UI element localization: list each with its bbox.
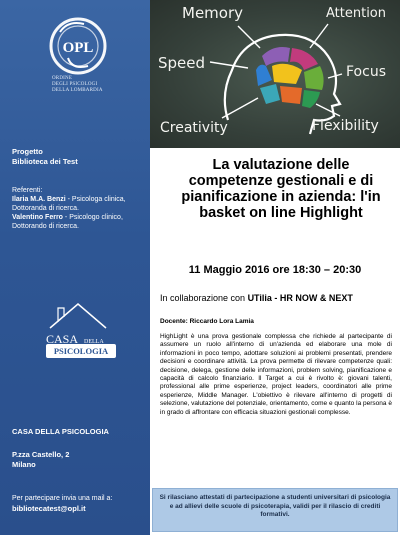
referente-1: Ilaria M.A. Benzi - Psicologa clinica, [12,196,126,203]
speaker: Docente: Riccardo Lora Lamia [160,318,254,325]
chalk-word-memory: Memory [182,4,244,22]
svg-text:OPL: OPL [62,40,94,56]
credits-notice: Si rilasciano attestati di partecipazione a studenti universitari di psicologia e ad allievi delle scuole di psicoterapia, validi per il rilascio di crediti formativi. [152,488,398,532]
contact-email-link[interactable]: bibliotecatest@opl.it [12,504,86,513]
venue-address: P.zza Castello, 2 Milano [12,450,70,469]
chalk-word-creativity: Creativity [160,120,228,136]
opl-logo-text: ORDINE DEGLI PSICOLOGI DELLA LOMBARDIA [52,76,103,93]
chalk-word-speed: Speed [158,54,206,72]
event-title: La valutazione delle competenze gestionali e di pianificazione in azienda: l'in basket on line Highlight [181,157,381,221]
referenti-label: Referenti: [12,187,43,194]
mail-note: Per partecipare invia una mail a: [12,495,113,502]
chalk-word-attention: Attention [326,6,386,21]
chalk-word-focus: Focus [346,64,386,80]
sidebar [0,0,150,535]
casa-logo-text: CASA DELLA [46,332,104,346]
project-title: Progetto Biblioteca dei Test [12,147,78,166]
referenti-block: Referenti: Ilaria M.A. Benzi - Psicologa clinica, Dottoranda di ricerca. Valentino Ferro - Psicologo clinico, Dottorando di ricerca. [12,186,144,231]
referente-2: Valentino Ferro - Psicologo clinico, [12,214,123,221]
chalk-word-flexibility: Flexibility [312,118,379,134]
venue-title: CASA DELLA PSICOLOGIA [12,427,109,436]
casa-logo-band-text: PSICOLOGIA [53,346,109,356]
partner-name: UTilia - HR NOW & NEXT [247,293,353,303]
event-description: HighLight è una prova gestionale complessa che richiede al partecipante di assumere un ruolo all'interno di un'azienda ed elaborare una mole di informazioni in poco tempo, adottare soluzioni ai problemi presentati, prendere decisioni e coordinare attività. La prova permette di rilevare competenze quali: decisione, delega, gestione delle informazioni, problem solving, pianificazione e capacità di calcolo finanziario. Il Target a cui è rivolto è: giovani talenti, professional alle prime esperienze, project leaders, coordinatori alle prime esperienze, Middle Manager. L'obiettivo è rilevare all'interno di progetti di selezione, valutazione del potenziale, orientamento, come e quanto la persona è in grado di affrontare con efficacia situazioni gestionali complesse. [160,333,392,416]
collaboration-line: In collaborazione con UTilia - HR NOW & NEXT [160,293,353,303]
event-date: 11 Maggio 2016 ore 18:30 – 20:30 [188,264,362,276]
chalkboard-image [150,0,400,148]
